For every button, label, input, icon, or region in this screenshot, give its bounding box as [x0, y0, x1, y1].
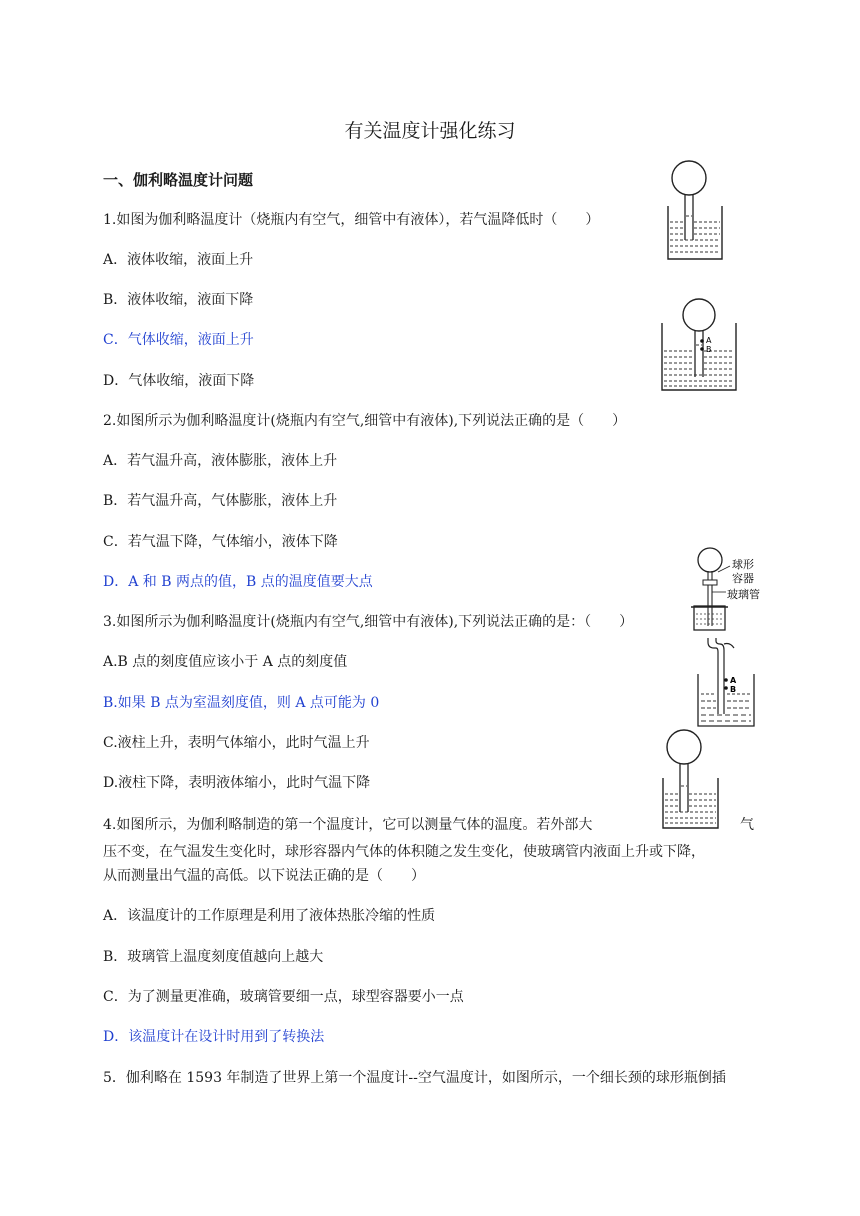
figure-4-label-b: B — [730, 685, 737, 694]
figure-1-galileo-thermometer — [664, 160, 728, 264]
q3-option-a: A.B 点的刻度值应该小于 A 点的刻度值 — [103, 654, 348, 670]
q2-option-c: C．若气温下降，气体缩小，液体下降 — [103, 534, 338, 550]
figure-3-label-bulb-1: 球形 — [732, 558, 754, 571]
q2-stem: 2.如图所示为伽利略温度计(烧瓶内有空气,细管中有液体),下列说法正确的是（ ） — [103, 413, 627, 429]
q2-option-d: D．A 和 B 两点的值，B 点的温度值要大点 — [103, 574, 373, 590]
q3-option-b: B.如果 B 点为室温刻度值，则 A 点可能为 0 — [103, 695, 380, 711]
q3-stem: 3.如图所示为伽利略温度计(烧瓶内有空气,细管中有液体),下列说法正确的是：（ ） — [103, 614, 634, 630]
q4-option-b: B．玻璃管上温度刻度值越向上越大 — [103, 949, 324, 965]
q5-stem: 5．伽利略在 1593 年制造了世界上第一个温度计--空气温度计，如图所示，一个细长颈的球形瓶倒插 — [103, 1070, 726, 1086]
q4-stem-line3: 从而测量出气温的高低。以下说法正确的是（ ） — [103, 868, 425, 884]
q4-stem-line2: 压不变，在气温发生变化时，球形容器内气体的体积随之发生变化，使玻璃管内液面上升或下降， — [103, 844, 705, 860]
q2-option-a: A．若气温升高，液体膨胀，液体上升 — [103, 453, 338, 469]
figure-2-galileo-thermometer — [656, 297, 742, 395]
figure-4-galileo-thermometer — [694, 636, 758, 730]
q4-stem-line1-end: 气 — [740, 817, 754, 833]
q1-option-a: A．液体收缩，液面上升 — [103, 252, 254, 268]
figure-2-label-a: A — [706, 336, 712, 345]
figure-5-galileo-thermometer — [658, 728, 724, 832]
q1-stem: 1.如图为伽利略温度计（烧瓶内有空气，细管中有液体），若气温降低时（ ） — [103, 212, 600, 228]
figure-3-label-bulb-2: 容器 — [732, 572, 754, 585]
q1-option-c: C．气体收缩，液面上升 — [103, 332, 254, 348]
q3-option-c: C.液柱上升，表明气体缩小，此时气温上升 — [103, 735, 370, 751]
q4-option-a: A．该温度计的工作原理是利用了液体热胀冷缩的性质 — [103, 908, 436, 924]
q2-option-b: B．若气温升高，气体膨胀，液体上升 — [103, 493, 338, 509]
figure-3-galileo-thermometer — [690, 546, 794, 632]
q1-option-d: D．气体收缩，液面下降 — [103, 373, 255, 389]
q4-stem-line1: 4.如图所示，为伽利略制造的第一个温度计，它可以测量气体的温度。若外部大 — [103, 817, 593, 833]
figure-4-label-a: A — [730, 676, 737, 685]
page-title: 有关温度计强化练习 — [344, 120, 516, 142]
section-heading: 一、伽利略温度计问题 — [103, 171, 254, 189]
q1-option-b: B．液体收缩，液面下降 — [103, 292, 254, 308]
q4-option-c: C．为了测量更准确，玻璃管要细一点，球型容器要小一点 — [103, 989, 464, 1005]
figure-3-label-tube: 玻璃管 — [727, 588, 760, 601]
q4-option-d: D．该温度计在设计时用到了转换法 — [103, 1029, 325, 1045]
figure-2-label-b: B — [706, 345, 712, 354]
q3-option-d: D.液柱下降，表明液体缩小，此时气温下降 — [103, 775, 371, 791]
